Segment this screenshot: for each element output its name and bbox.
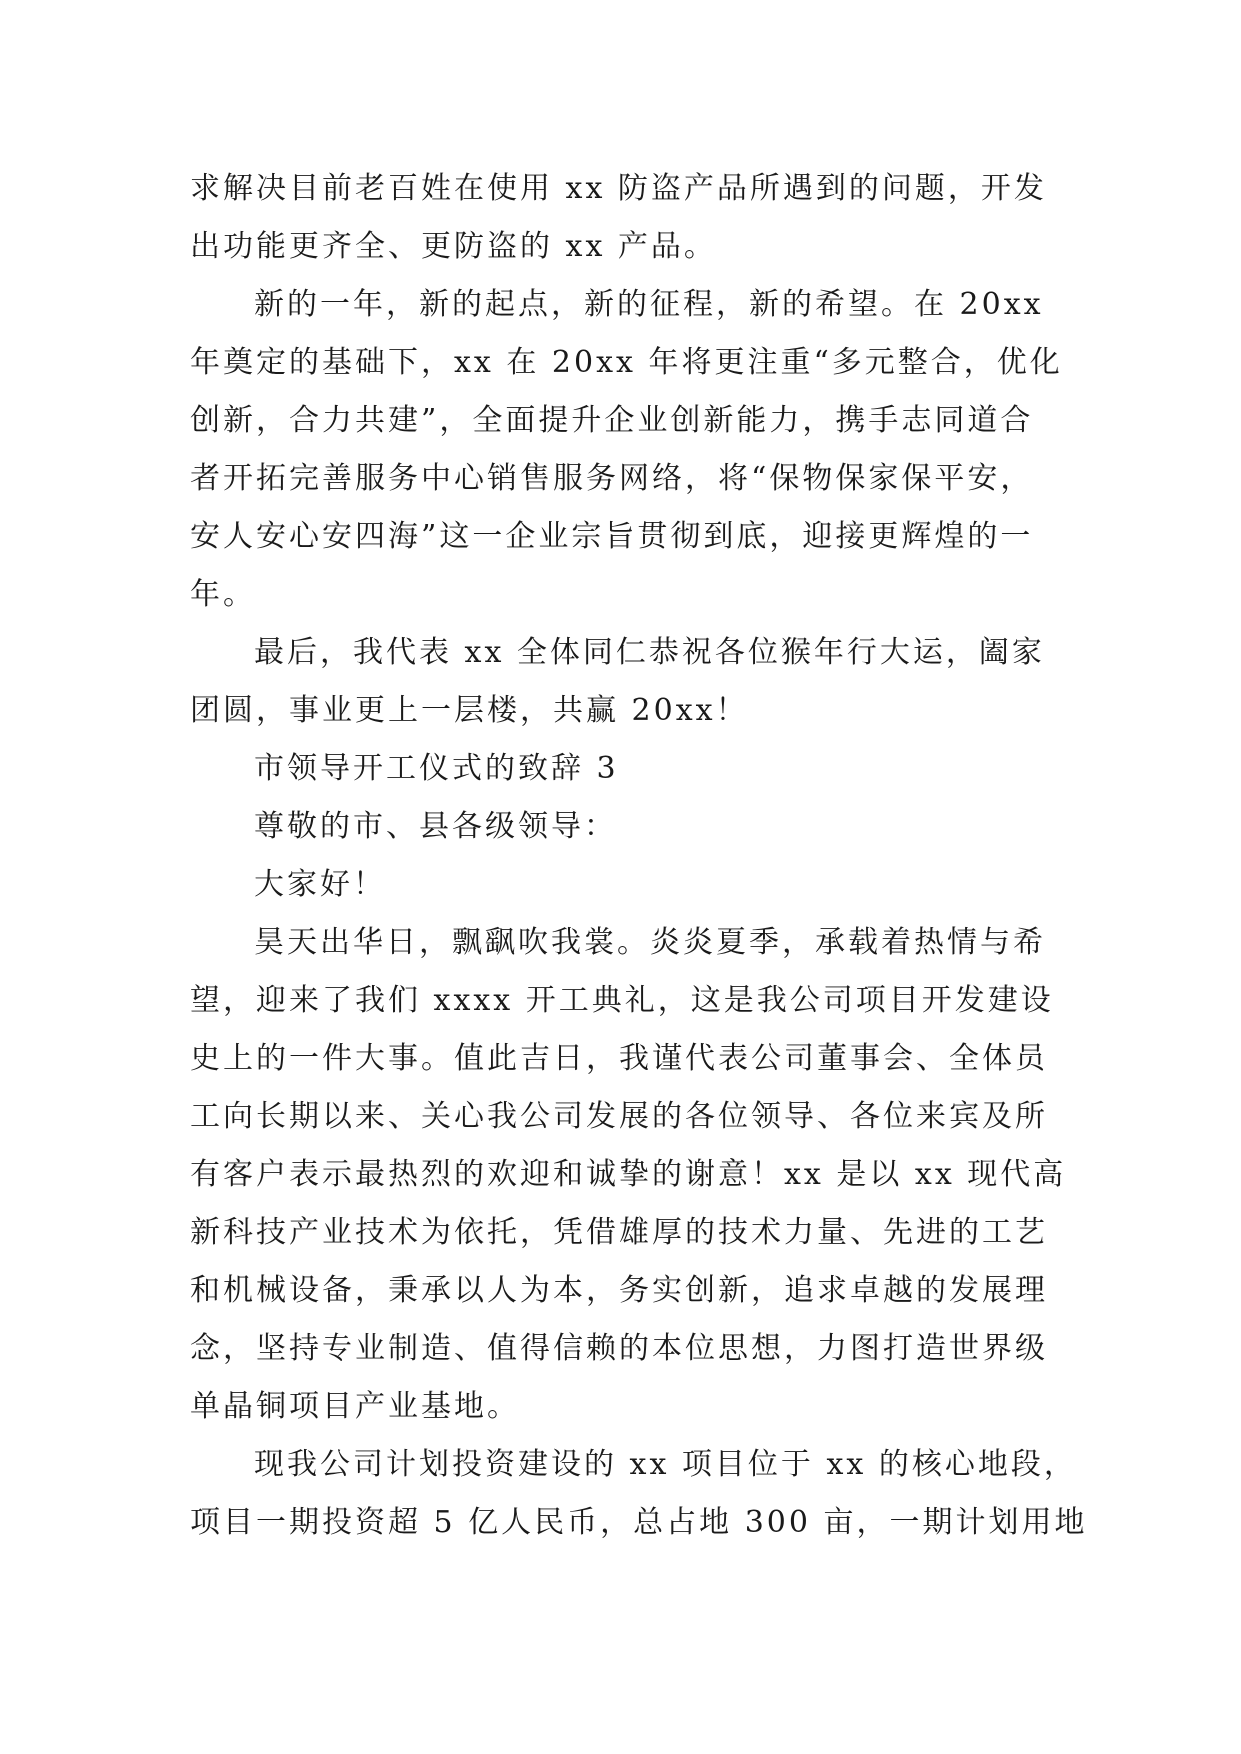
text-line: 念，坚持专业制造、值得信赖的本位思想，力图打造世界级 <box>190 1331 1048 1366</box>
text-line: 年奠定的基础下，xx 在 20xx 年将更注重“多元整合，优化 <box>190 345 1063 380</box>
text-line: 史上的一件大事。值此吉日，我谨代表公司董事会、全体员 <box>190 1041 1048 1076</box>
text-line: 有客户表示最热烈的欢迎和诚挚的谢意！xx 是以 xx 现代高 <box>190 1157 1067 1192</box>
text-line: 求解决目前老百姓在使用 xx 防盗产品所遇到的问题，开发 <box>190 171 1047 206</box>
text-line: 创新，合力共建”，全面提升企业创新能力，携手志同道合 <box>190 403 1034 438</box>
text-line: 出功能更齐全、更防盗的 xx 产品。 <box>190 229 717 264</box>
text-line: 现我公司计划投资建设的 xx 项目位于 xx 的核心地段， <box>254 1447 1077 1482</box>
salutation: 尊敬的市、县各级领导： <box>254 809 617 844</box>
text-line: 最后，我代表 xx 全体同仁恭祝各位猴年行大运，阖家 <box>254 635 1045 670</box>
text-line: 新科技产业技术为依托，凭借雄厚的技术力量、先进的工艺 <box>190 1215 1048 1250</box>
text-line: 昊天出华日，飘飖吹我裳。炎炎夏季，承载着热情与希 <box>254 925 1046 960</box>
text-line: 年。 <box>190 577 256 612</box>
text-line: 项目一期投资超 5 亿人民币，总占地 300 亩，一期计划用地 <box>190 1505 1088 1540</box>
text-line: 工向长期以来、关心我公司发展的各位领导、各位来宾及所 <box>190 1099 1048 1134</box>
document-body <box>190 160 1088 1552</box>
section-heading: 市领导开工仪式的致辞 3 <box>254 751 619 786</box>
text-line: 单晶铜项目产业基地。 <box>190 1389 520 1424</box>
text-line: 者开拓完善服务中心销售服务网络，将“保物保家保平安， <box>190 461 1034 496</box>
greeting: 大家好！ <box>254 867 386 902</box>
text-line: 和机械设备，秉承以人为本，务实创新，追求卓越的发展理 <box>190 1273 1048 1308</box>
text-line: 新的一年，新的起点，新的征程，新的希望。在 20xx <box>254 287 1044 322</box>
text-line: 安人安心安四海”这一企业宗旨贯彻到底，迎接更辉煌的一 <box>190 519 1034 554</box>
text-line: 望，迎来了我们 xxxx 开工典礼，这是我公司项目开发建设 <box>190 983 1054 1018</box>
text-line: 团圆，事业更上一层楼，共赢 20xx！ <box>190 693 749 728</box>
